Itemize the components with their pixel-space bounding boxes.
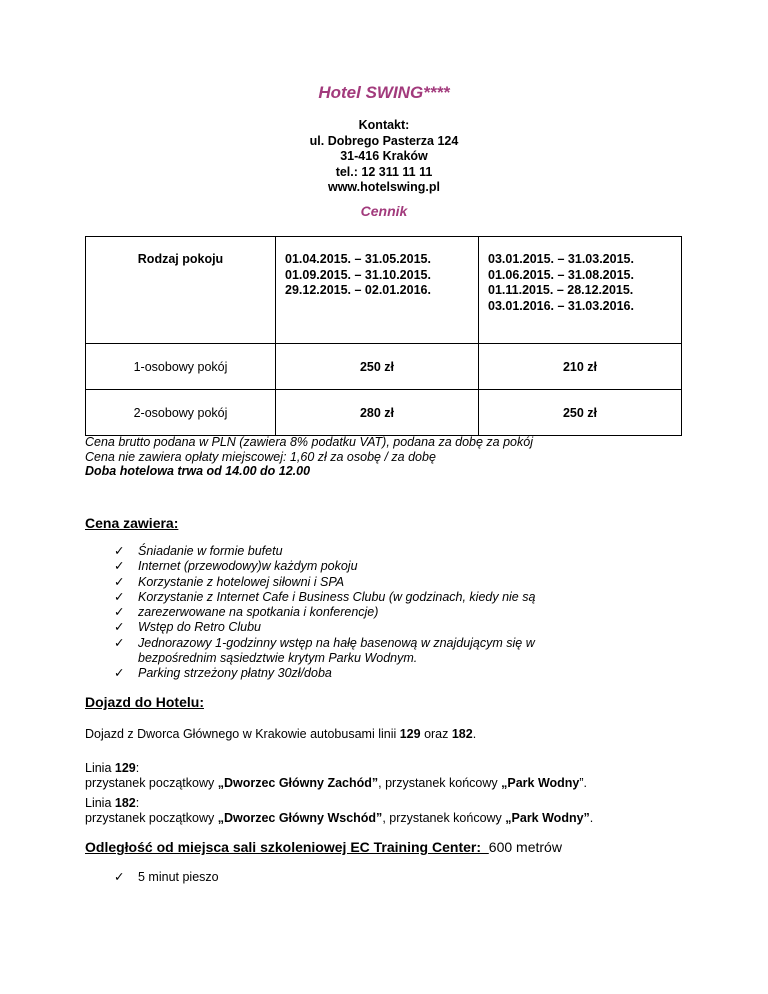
check-icon: ✓: [114, 589, 125, 604]
contact-label: Kontakt:: [358, 118, 410, 132]
check-icon: ✓: [114, 605, 125, 620]
list-item-text: Korzystanie z Internet Cafe i Business Clubu (w godzinach, kiedy nie są: [138, 589, 536, 604]
table-row: [86, 390, 682, 436]
period-a-line: 01.04.2015. – 31.05.2015.: [285, 252, 431, 266]
period-a-line: 29.12.2015. – 02.01.2016.: [285, 283, 431, 297]
header-room-type: Rodzaj pokoju: [86, 237, 276, 344]
period-b-line: 03.01.2015. – 31.03.2015.: [488, 252, 634, 266]
directions-intro: [85, 727, 476, 742]
stop-text: , przystanek końcowy: [382, 811, 506, 825]
intro-text: .: [472, 727, 477, 741]
list-item-text: zarezerwowane na spotkania i konferencje): [138, 605, 379, 620]
list-item-text: Parking strzeżony płatny 30zł/doba: [138, 666, 332, 681]
note-vat: Cena brutto podana w PLN (zawiera 8% podatku VAT), podana za dobę za pokój: [85, 435, 533, 449]
hotel-title: Hotel SWING****: [318, 83, 450, 102]
stop-text: , przystanek końcowy: [378, 776, 502, 790]
list-item-text: Śniadanie w formie bufetu: [138, 544, 283, 558]
line-129-title: [85, 761, 587, 776]
price-a-cell: 250 zł: [276, 344, 479, 390]
check-icon: ✓: [114, 870, 125, 884]
list-item-text: bezpośrednim sąsiedztwie krytym Parku Wodnym.: [138, 651, 418, 666]
intro-text: Dojazd z Dworca Głównego w Krakowie autobusami linii: [85, 727, 400, 741]
stop-text: .: [589, 811, 594, 825]
note-hotel-day: Doba hotelowa trwa od 14.00 do 12.00: [85, 464, 311, 478]
stop-text: przystanek początkowy: [85, 811, 218, 825]
stop-text: ”.: [579, 776, 588, 790]
directions-heading: Dojazd do Hotelu:: [85, 694, 204, 710]
line-182-stops: [85, 811, 593, 826]
check-icon: ✓: [114, 574, 125, 589]
room-type-cell: 2-osobowy pokój: [86, 390, 276, 436]
distance-heading-text: Odległość od miejsca sali szkoleniowej EC Training Center:: [85, 839, 481, 855]
includes-heading: Cena zawiera:: [85, 515, 179, 531]
price-b-cell: 210 zł: [479, 344, 682, 390]
header-period-b: [479, 237, 682, 344]
header-period-a: [276, 237, 479, 344]
check-icon: ✓: [114, 544, 125, 558]
contact-phone: tel.: 12 311 11 11: [335, 164, 433, 179]
check-icon: ✓: [114, 620, 125, 635]
distance-value: 600 metrów: [488, 839, 562, 855]
line-182-block: [85, 796, 593, 826]
list-item: [114, 870, 514, 885]
list-item-text: Jednorazowy 1-godzinny wstęp na hałę basenową w znajdującym się w: [138, 635, 535, 650]
check-icon: ✓: [114, 635, 125, 650]
check-icon: ✓: [114, 559, 125, 574]
start-stop: „Dworzec Główny Wschód”: [217, 811, 383, 825]
line-label: Linia: [85, 761, 115, 775]
list-item-text: Wstęp do Retro Clubu: [138, 620, 261, 635]
list-item-text: Internet (przewodowy)w każdym pokoju: [138, 559, 358, 574]
line-129-block: [85, 761, 587, 791]
line-182-title: [85, 796, 593, 811]
includes-list: [114, 544, 674, 682]
room-type-cell: 1-osobowy pokój: [86, 344, 276, 390]
end-stop: „Park Wodny: [501, 776, 580, 790]
price-table-header: [86, 237, 682, 344]
period-b-line: 03.01.2016. – 31.03.2016.: [488, 298, 634, 313]
distance-heading: [85, 839, 562, 855]
table-row: [86, 344, 682, 390]
list-item-text: 5 minut pieszo: [138, 870, 219, 884]
contact-postal: 31-416 Kraków: [340, 149, 428, 163]
list-item: [114, 605, 674, 620]
distance-list: [114, 870, 514, 885]
price-notes: [85, 435, 705, 479]
bus-line-129: 129: [399, 727, 421, 741]
line-number: 182: [114, 796, 136, 810]
contact-address: ul. Dobrego Pasterza 124: [309, 133, 459, 148]
list-item: [114, 575, 674, 590]
contact-block: [0, 118, 768, 196]
period-a-line: 01.09.2015. – 31.10.2015.: [285, 267, 431, 282]
period-b-line: 01.06.2015. – 31.08.2015.: [488, 267, 634, 282]
price-a-cell: 280 zł: [276, 390, 479, 436]
list-item: [114, 636, 674, 667]
check-icon: ✓: [114, 666, 125, 681]
list-item-text: Korzystanie z hotelowej siłowni i SPA: [138, 574, 345, 589]
price-table: [85, 236, 682, 436]
line-129-stops: [85, 776, 587, 791]
contact-website: www.hotelswing.pl: [327, 180, 441, 194]
list-item: [114, 559, 674, 574]
line-number: 129: [114, 761, 136, 775]
line-colon: :: [135, 796, 140, 810]
intro-text: oraz: [420, 727, 452, 741]
bus-line-182: 182: [451, 727, 473, 741]
cennik-title: Cennik: [360, 203, 408, 219]
period-b-line: 01.11.2015. – 28.12.2015.: [488, 283, 634, 297]
list-item: [114, 620, 674, 635]
line-colon: :: [135, 761, 140, 775]
list-item: [114, 590, 674, 605]
price-b-cell: 250 zł: [479, 390, 682, 436]
list-item: [114, 666, 674, 681]
end-stop: „Park Wodny”: [505, 811, 590, 825]
line-label: Linia: [85, 796, 115, 810]
start-stop: „Dworzec Główny Zachód”: [217, 776, 379, 790]
list-item: [114, 544, 674, 559]
stop-text: przystanek początkowy: [85, 776, 218, 790]
note-local-fee: Cena nie zawiera opłaty miejscowej: 1,60 zł za osobę / za dobę: [85, 449, 436, 464]
